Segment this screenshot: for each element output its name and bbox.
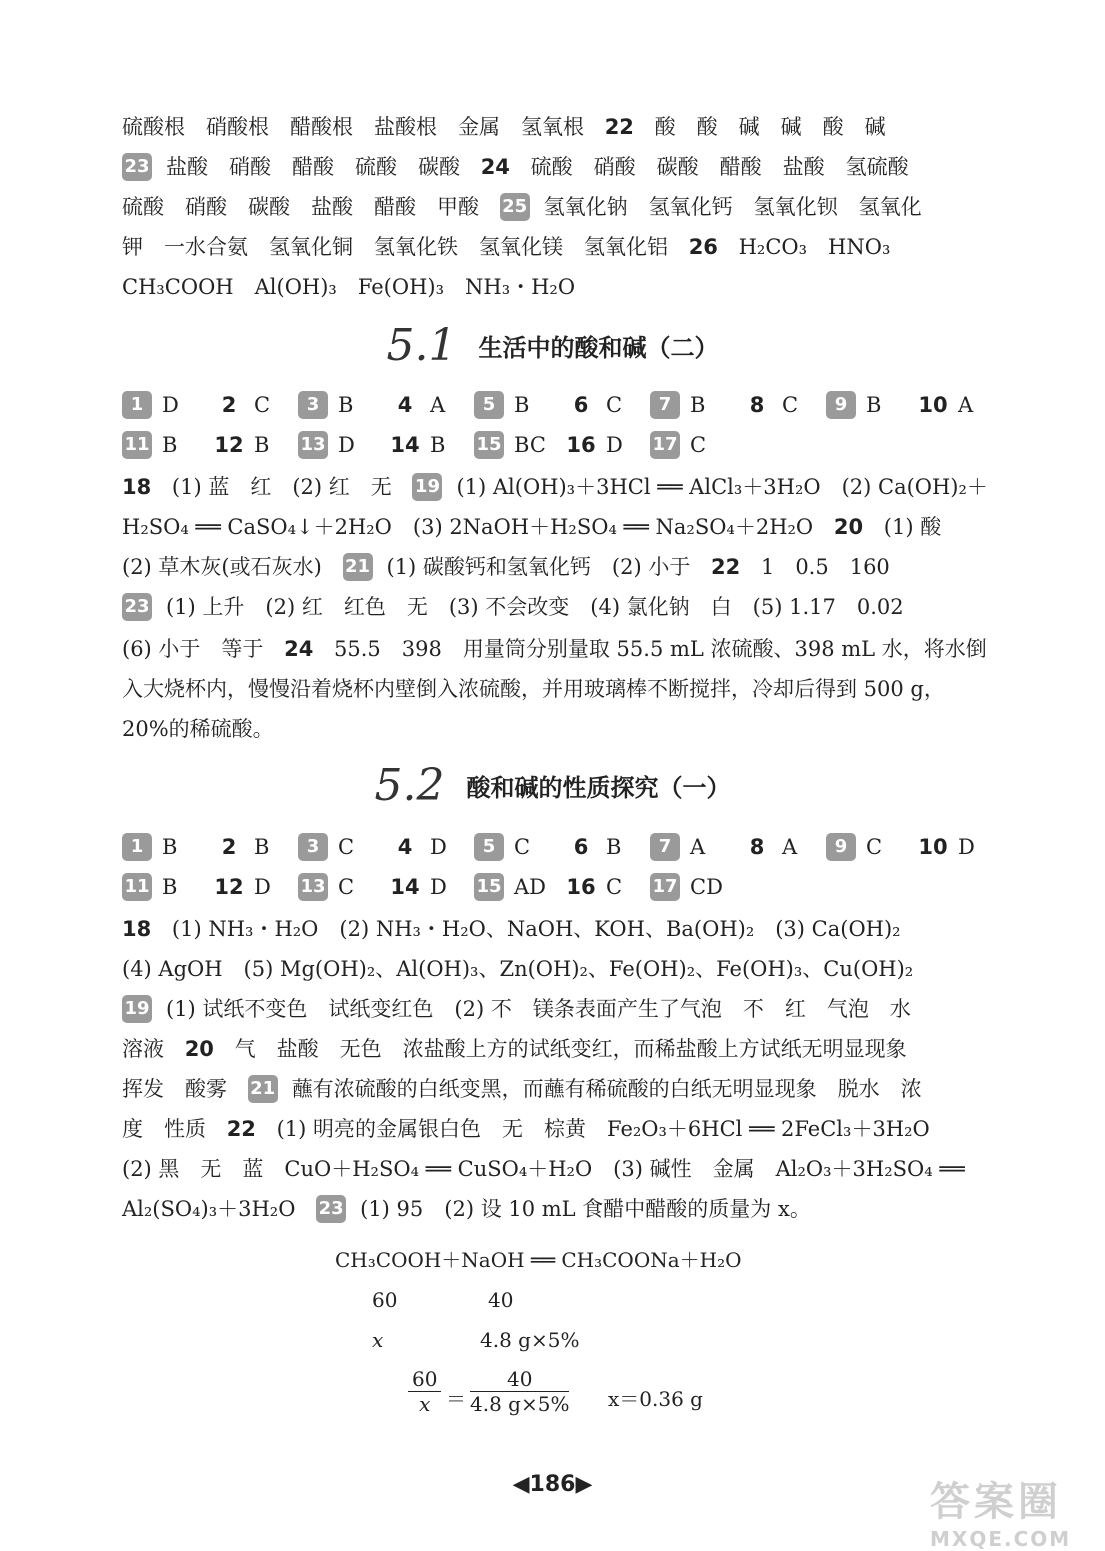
answer-choice: A: [958, 393, 974, 417]
question-number: 22: [604, 114, 634, 139]
answer-text: 盐酸 硝酸 醋酸 硫酸 碳酸: [166, 154, 460, 179]
question-number: 20: [184, 1036, 214, 1061]
answer-text: 1 0.5 160: [760, 554, 890, 579]
question-number: 16: [566, 875, 596, 899]
text-line: [122, 511, 1002, 541]
answer-item: [738, 835, 826, 859]
answer-text: Al₂(SO₄)₃＋3H₂O: [122, 1196, 296, 1221]
text-line: [122, 191, 1002, 221]
answer-item: [210, 433, 298, 457]
answer-item: [122, 391, 210, 419]
answer-choice: B: [162, 433, 178, 457]
answer-text: (1) 酸: [883, 514, 942, 539]
answer-text: (1) 上升 (2) 红 红色 无 (3) 不会改变 (4) 氯化钠 白 (5) 1.17 0.02: [166, 594, 904, 619]
equals-sign: ＝: [446, 1387, 466, 1411]
answer-choice: B: [254, 835, 270, 859]
mass-value: 40: [488, 1288, 514, 1312]
question-number: 9: [826, 833, 856, 861]
answer-row: [122, 390, 1002, 420]
answer-item: [826, 833, 914, 861]
question-badge: 19: [412, 473, 442, 501]
question-number: 14: [390, 433, 420, 457]
question-number: 4: [397, 835, 413, 859]
answer-choice: C: [866, 835, 883, 859]
answer-choice: D: [254, 875, 271, 899]
question-number: 18: [122, 474, 152, 499]
answer-text: 55.5 398 用量筒分别量取 55.5 mL 浓硫酸、398 mL 水，将水倒: [334, 636, 987, 661]
answer-item: [474, 873, 562, 901]
section-number: 5.1: [386, 320, 457, 371]
answer-item: [562, 433, 650, 457]
answer-choice: D: [338, 433, 355, 457]
answer-choice: A: [782, 835, 798, 859]
question-badge: 21: [343, 553, 373, 581]
answer-item: [650, 391, 738, 419]
answer-choice: B: [866, 393, 882, 417]
text-line: [122, 111, 1002, 141]
answer-text: CH₃COOH Al(OH)₃ Fe(OH)₃ NH₃・H₂O: [122, 274, 576, 299]
question-badge: 19: [122, 995, 152, 1023]
question-number: 9: [826, 391, 856, 419]
section-title: 生活中的酸和碱（二）: [478, 334, 719, 362]
watermark: [930, 1470, 1100, 1551]
mass-value: 60: [372, 1288, 398, 1312]
question-number: 10: [918, 835, 948, 859]
answer-text: 挥发 酸雾: [122, 1076, 227, 1101]
question-number: 24: [284, 636, 314, 661]
question-number: 4: [397, 393, 413, 417]
answer-item: [122, 873, 210, 901]
question-number: 5: [474, 391, 504, 419]
answer-item: [386, 433, 474, 457]
answer-text: 20%的稀硫酸。: [122, 716, 274, 741]
answer-choice: C: [514, 835, 531, 859]
answer-choice: B: [690, 393, 706, 417]
text-line: [122, 271, 1002, 301]
answer-item: [650, 833, 738, 861]
answer-item: [298, 391, 386, 419]
answer-choice: D: [430, 875, 447, 899]
question-number: 22: [711, 554, 741, 579]
question-number: 17: [650, 873, 680, 901]
answer-item: [122, 833, 210, 861]
answer-choice: B: [162, 875, 178, 899]
answer-item: [386, 393, 474, 417]
section-header: [0, 320, 1105, 370]
answer-text: (1) Al(OH)₃＋3HCl ══ AlCl₃＋3H₂O (2) Ca(OH)₂＋: [456, 474, 988, 499]
answer-item: [386, 875, 474, 899]
question-number: 2: [221, 393, 237, 417]
answer-item: [826, 391, 914, 419]
answer-row: [122, 430, 1002, 460]
question-number: 2: [221, 835, 237, 859]
answer-text: 氢氧化钠 氢氧化钙 氢氧化钡 氢氧化: [543, 194, 922, 219]
denominator: x: [419, 1392, 431, 1416]
answer-item: [210, 835, 298, 859]
question-number: 7: [650, 391, 680, 419]
answer-text: 钾 一水合氨 氢氧化铜 氢氧化铁 氢氧化镁 氢氧化铝: [122, 234, 668, 259]
answer-choice: B: [514, 393, 530, 417]
question-number: 16: [566, 433, 596, 457]
answer-choice: C: [254, 393, 271, 417]
answer-text: 酸 酸 碱 碱 酸 碱: [654, 114, 886, 139]
question-number: 8: [749, 393, 765, 417]
text-line: [122, 913, 1002, 943]
answer-text: 气 盐酸 无色 浓盐酸上方的试纸变红，而稀盐酸上方试纸无明显现象: [234, 1036, 907, 1061]
answer-choice: A: [430, 393, 446, 417]
answer-text: 蘸有浓硫酸的白纸变黑，而蘸有稀硫酸的白纸无明显现象 脱水 浓: [291, 1076, 922, 1101]
chemical-equation: CH₃COOH＋NaOH ══ CH₃COONa＋H₂O: [335, 1248, 742, 1272]
question-number: 6: [573, 835, 589, 859]
question-number: 13: [298, 873, 328, 901]
answer-text: (6) 小于 等于: [122, 636, 264, 661]
answer-text: (1) 试纸不变色 试纸变红色 (2) 不 镁条表面产生了气泡 不 红 气泡 水: [166, 996, 911, 1021]
answer-choice: C: [606, 875, 623, 899]
text-line: [122, 1153, 1002, 1183]
answer-text: 硫酸 硝酸 碳酸 盐酸 醋酸 甲酸: [122, 194, 479, 219]
answer-item: [122, 431, 210, 459]
question-number: 12: [214, 875, 244, 899]
answer-choice: D: [162, 393, 179, 417]
question-number: 7: [650, 833, 680, 861]
answer-item: [562, 393, 650, 417]
question-number: 6: [573, 393, 589, 417]
question-number: 13: [298, 431, 328, 459]
question-number: 14: [390, 875, 420, 899]
answer-item: [386, 835, 474, 859]
answer-text: (2) 黑 无 蓝 CuO＋H₂SO₄ ══ CuSO₄＋H₂O (3) 碱性 金属 Al₂O₃＋3H₂SO₄ ══: [122, 1156, 965, 1181]
text-line: [122, 1073, 1002, 1103]
question-number: 3: [298, 391, 328, 419]
text-line: [122, 1113, 1002, 1143]
answer-choice: B: [254, 433, 270, 457]
question-badge: 23: [122, 153, 152, 181]
question-number: 15: [474, 431, 504, 459]
text-line: [122, 953, 1002, 983]
answer-choice: CD: [690, 875, 723, 899]
watermark-logo: 答案圈: [930, 1479, 1062, 1525]
answer-text: 硫酸根 硝酸根 醋酸根 盐酸根 金属 氢氧根: [122, 114, 584, 139]
answer-text: (1) 95 (2) 设 10 mL 食醋中醋酸的质量为 x。: [360, 1196, 811, 1221]
answer-item: [650, 873, 738, 901]
answer-text: (1) 碳酸钙和氢氧化钙 (2) 小于: [386, 554, 691, 579]
text-line: [122, 673, 1002, 703]
answer-item: [650, 431, 738, 459]
answer-item: [562, 875, 650, 899]
answer-text: (4) AgOH (5) Mg(OH)₂、Al(OH)₃、Zn(OH)₂、Fe(OH)₂、Fe(OH)₃、Cu(OH)₂: [122, 956, 914, 981]
answer-choice: D: [958, 835, 975, 859]
question-number: 20: [833, 514, 864, 539]
watermark-url: MXQE.COM: [930, 1527, 1072, 1551]
answer-text: (2) 草木灰(或石灰水): [122, 554, 322, 579]
answer-text: H₂CO₃ HNO₃: [738, 234, 891, 259]
answer-choice: B: [430, 433, 446, 457]
question-number: 1: [122, 391, 152, 419]
answer-item: [298, 833, 386, 861]
fraction: [470, 1367, 569, 1416]
question-number: 24: [480, 154, 510, 179]
answer-choice: B: [338, 393, 354, 417]
answer-choice: D: [606, 433, 623, 457]
answer-item: [474, 431, 562, 459]
answer-item: [298, 873, 386, 901]
question-number: 12: [214, 433, 244, 457]
answer-item: [474, 833, 562, 861]
answer-row: [122, 832, 1002, 862]
answer-text: (1) 蓝 红 (2) 红 无: [171, 474, 392, 499]
text-line: [122, 1193, 1002, 1223]
answer-choice: C: [782, 393, 799, 417]
fraction: [408, 1367, 441, 1416]
question-number: 15: [474, 873, 504, 901]
section-header: [0, 760, 1105, 810]
answer-text: 度 性质: [122, 1116, 206, 1141]
answer-choice: D: [430, 835, 447, 859]
answer-choice: C: [338, 875, 355, 899]
answer-choice: B: [606, 835, 622, 859]
unknown-variable: x: [372, 1328, 384, 1352]
answer-choice: C: [690, 433, 707, 457]
answer-text: 入大烧杯内，慢慢沿着烧杯内壁倒入浓硫酸，并用玻璃棒不断搅拌，冷却后得到 500 g，: [122, 676, 945, 701]
section-number: 5.2: [374, 760, 445, 811]
question-number: 17: [650, 431, 680, 459]
text-line: [122, 151, 1002, 181]
text-line: [122, 713, 1002, 743]
question-number: 18: [122, 916, 152, 941]
text-line: [122, 633, 1002, 663]
result: x＝0.36 g: [608, 1387, 703, 1411]
answer-text: 硫酸 硝酸 碳酸 醋酸 盐酸 氢硫酸: [530, 154, 909, 179]
question-number: 11: [122, 431, 152, 459]
question-number: 5: [474, 833, 504, 861]
question-number: 1: [122, 833, 152, 861]
answer-choice: C: [606, 393, 623, 417]
question-badge: 23: [122, 593, 152, 621]
text-line: [122, 993, 1002, 1023]
question-number: 22: [226, 1116, 256, 1141]
answer-choice: BC: [514, 433, 546, 457]
answer-text: (1) NH₃・H₂O (2) NH₃・H₂O、NaOH、KOH、Ba(OH)₂ (3) Ca(OH)₂: [171, 916, 901, 941]
section-title: 酸和碱的性质探究（一）: [466, 774, 731, 802]
answer-item: [210, 875, 298, 899]
answer-row: [122, 872, 1002, 902]
answer-choice: C: [338, 835, 355, 859]
question-number: 10: [918, 393, 948, 417]
denominator: 4.8 g×5%: [470, 1392, 570, 1416]
text-line: [122, 231, 1002, 261]
answer-text: (1) 明亮的金属银白色 无 棕黄 Fe₂O₃＋6HCl ══ 2FeCl₃＋3H₂O: [276, 1116, 930, 1141]
question-badge: 21: [248, 1075, 278, 1103]
question-number: 26: [688, 234, 718, 259]
answer-item: [474, 391, 562, 419]
text-line: [122, 591, 1002, 621]
answer-choice: AD: [514, 875, 547, 899]
answer-item: [914, 393, 1002, 417]
numerator: 60: [408, 1367, 441, 1392]
answer-item: [298, 431, 386, 459]
answer-choice: B: [162, 835, 178, 859]
answer-item: [914, 835, 1002, 859]
question-number: 8: [749, 835, 765, 859]
numerator: 40: [470, 1367, 569, 1392]
question-number: 3: [298, 833, 328, 861]
text-line: [122, 1033, 1002, 1063]
answer-item: [210, 393, 298, 417]
answer-choice: A: [690, 835, 706, 859]
text-line: [122, 551, 1002, 581]
mass-value: 4.8 g×5%: [480, 1328, 580, 1352]
page-number: ◀186▶: [512, 1472, 593, 1497]
question-number: 11: [122, 873, 152, 901]
text-line: [122, 471, 1002, 501]
answer-item: [738, 393, 826, 417]
answer-text: H₂SO₄ ══ CaSO₄↓＋2H₂O (3) 2NaOH＋H₂SO₄ ══ Na₂SO₄＋2H₂O: [122, 514, 814, 539]
question-badge: 25: [500, 193, 530, 221]
answer-item: [562, 835, 650, 859]
question-badge: 23: [316, 1195, 346, 1223]
answer-text: 溶液: [122, 1036, 164, 1061]
